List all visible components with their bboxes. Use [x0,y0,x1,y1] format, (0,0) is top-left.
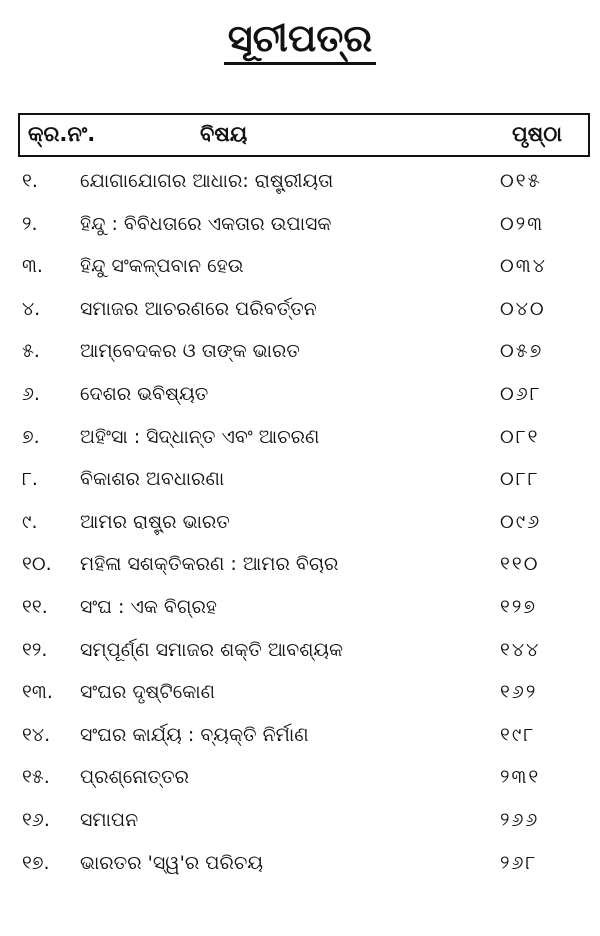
entry-number: ୫. [22,340,40,363]
entry-number: ୧୧. [22,595,48,618]
entry-subject: ଯୋଗାଯୋଗର ଆଧାର: ରାଷ୍ଟ୍ରୀୟତା [80,170,334,192]
entry-subject: ସମାପନ [80,808,139,831]
entry-number: ୪. [22,297,41,320]
toc-row [0,714,600,757]
entry-number: ୧୭. [22,851,50,874]
entry-page: ୨୩୧ [500,766,541,789]
toc-row [0,203,600,246]
entry-subject: ସଂଘର କାର୍ଯ୍ୟ : ବ୍ୟକ୍ତି ନିର୍ମାଣ [80,723,309,746]
entry-number: ୧୬. [22,808,50,831]
entry-subject: ସମ୍ପୂର୍ଣ୍ଣ ସମାଜର ଶକ୍ତି ଆବଶ୍ୟକ [80,638,344,661]
entry-number: ୧୪. [22,723,51,746]
entry-subject: ଆମର ରାଷ୍ଟ୍ର ଭାରତ [80,510,230,533]
entry-page: ୧୬୨ [500,681,538,704]
entry-number: ୭. [22,425,40,448]
entry-page: ୦୪୦ [500,297,546,320]
toc-row [0,458,600,501]
entry-subject: ହିନ୍ଦୁ : ବିବିଧତାରେ ଏକତାର ଉପାସକ [80,212,332,235]
entry-subject: ଅହିଂସା : ସିଦ୍ଧାନ୍ତ ଏବଂ ଆଚରଣ [80,425,320,448]
header-subject: ବିଷୟ [200,122,248,146]
entry-page: ୦୮୧ [500,425,540,448]
toc-row [0,160,600,203]
entry-page: ୧୯୮ [500,723,536,746]
entry-subject: ବିକାଶର ଅବଧାରଣା [80,468,225,491]
toc-row [0,629,600,672]
toc-row [0,671,600,714]
entry-subject: ଆମ୍ବେଦକର ଓ ତାଙ୍କ ଭାରତ [80,340,300,363]
entry-number: ୧୩. [22,681,53,704]
toc-row [0,799,600,842]
page-title [0,14,600,62]
entry-subject: ଭାରତର 'ସ୍ୱ'ର ପରିଚୟ [80,851,264,874]
toc-list [0,160,600,884]
entry-page: ୧୨୭ [500,595,537,618]
entry-number: ୩. [22,255,43,278]
entry-page: ୦୬୮ [500,382,542,405]
toc-row [0,543,600,586]
toc-row [0,245,600,288]
entry-number: ୮. [22,468,38,491]
entry-page: ୧୪୪ [500,638,541,661]
entry-number: ୬. [22,382,40,405]
entry-subject: ସମାଜର ଆଚରଣରେ ପରିବର୍ତ୍ତନ [80,297,317,320]
entry-subject: ସଂଘ : ଏକ ବିଗ୍ରହ [80,595,217,618]
toc-row [0,288,600,331]
toc-row [0,330,600,373]
entry-subject: ମହିଳା ସଶକ୍ତିକରଣ : ଆମର ବିଚାର [80,553,339,576]
entry-number: ୧୨. [22,638,48,661]
entry-subject: ଦେଶର ଭବିଷ୍ୟତ [80,382,209,405]
toc-row [0,756,600,799]
entry-subject: ସଂଘର ଦୃଷ୍ଟିକୋଣ [80,681,215,704]
entry-number: ୧୦. [22,553,52,576]
entry-number: ୧୫. [22,766,50,789]
entry-page: ୨୬୮ [500,851,538,874]
toc-row [0,842,600,885]
toc-row [0,586,600,629]
header-page: ପୃଷ୍ଠା [511,122,562,146]
table-header [18,113,590,157]
toc-row [0,416,600,459]
entry-page: ୦୯୬ [500,510,542,533]
entry-page: ୧୧୦ [500,553,540,576]
entry-page: ୦୨୩ [500,212,545,235]
toc-row [0,373,600,416]
toc-row [0,501,600,544]
entry-page: ୦୮୮ [500,468,540,491]
entry-subject: ପ୍ରଶ୍ନୋତ୍ତର [80,766,190,789]
entry-subject: ହିନ୍ଦୁ ସଂକଳ୍ପବାନ ହେଉ [80,255,244,278]
entry-number: ୧. [22,170,38,192]
header-number: କ୍ର.ନଂ. [28,122,96,146]
page-title-text: ସୂଚୀପତ୍ର [224,16,376,65]
entry-number: ୯. [22,510,38,533]
entry-page: ୦୫୭ [500,340,544,363]
entry-number: ୨. [22,212,38,235]
entry-page: ୦୩୪ [500,255,547,278]
entry-page: ୦୧୫ [500,170,542,192]
entry-page: ୨୬୬ [500,808,540,831]
